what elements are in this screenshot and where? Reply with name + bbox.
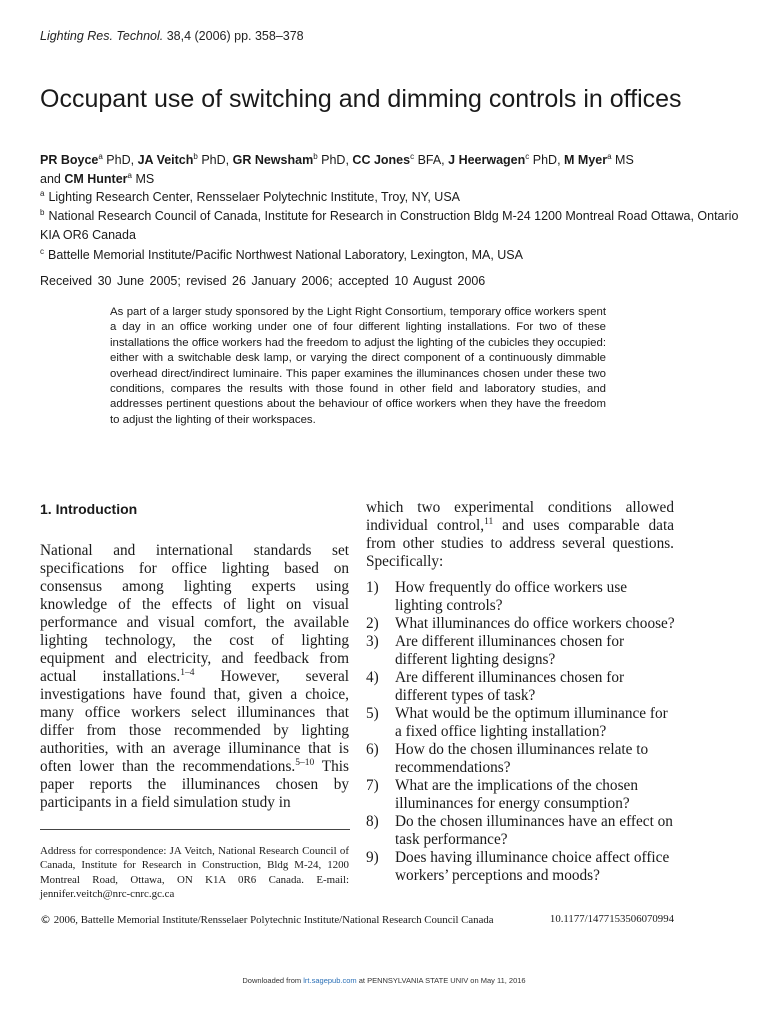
- author-affiliation-mark: a: [607, 151, 612, 161]
- question-text: How frequently do office workers use lighting controls?: [395, 579, 628, 614]
- affiliation-text: Lighting Research Center, Rensselaer Polytechnic Institute, Troy, NY, USA: [48, 190, 461, 204]
- correspondence-footnote: Address for correspondence: JA Veitch, National Research Council of Canada, Institute for Research in Construction, Bldg M-24, 1200 Montreal Road, Ottawa, ON K1A 0R6 Canada. E-mail: jennifer.veitch@nrc-cnrc.gc.ca: [40, 845, 349, 901]
- question-text: Do the chosen illuminances have an effect on task performance?: [395, 813, 673, 848]
- list-item: [366, 777, 676, 813]
- journal-reference: [40, 29, 304, 43]
- author-degree: BFA,: [417, 153, 445, 167]
- author-degree: MS: [135, 172, 155, 186]
- question-text: Are different illuminances chosen for different types of task?: [395, 669, 625, 704]
- received-dates: Received 30 June 2005; revised 26 January 2006; accepted 10 August 2006: [40, 274, 486, 288]
- author-name: GR Newsham: [232, 153, 314, 167]
- question-number: 1): [366, 579, 379, 596]
- question-number: 5): [366, 705, 379, 722]
- journal-citation: 38,4 (2006) pp. 358–378: [166, 29, 304, 43]
- question-number: 9): [366, 849, 379, 866]
- author-name: PR Boyce: [40, 153, 99, 167]
- author-degree: PhD,: [106, 153, 135, 167]
- author-list: [40, 151, 740, 189]
- author-affiliation-mark: c: [410, 151, 415, 161]
- question-number: 7): [366, 777, 379, 794]
- author-affiliation-mark: a: [98, 151, 103, 161]
- abstract: As part of a larger study sponsored by the Light Right Consortium, temporary office workers spent a day in an office working under one of four different lighting installations. For two of these installations the office workers had the freedom to adjust the lighting of the cubicles they occupied: either with a switchable desk lamp, or varying the direct component of a continuously dimmable overhead direct/indirect luminaire. This paper examines the illuminances chosen under these two conditions, compares the results with those found in other field and laboratory studies, and addresses pertinent questions about the behaviour of office workers when they have the freedom to adjust the lighting of their workspaces.: [110, 306, 606, 426]
- body-text: and uses comparable data from other studies to address several questions. Specifically:: [366, 517, 674, 570]
- question-number: 8): [366, 813, 379, 830]
- affiliation-b: [40, 207, 740, 245]
- footnote-divider: [40, 829, 350, 830]
- journal-name: Lighting Res. Technol.: [40, 29, 164, 43]
- affiliation-key: c: [40, 246, 44, 256]
- question-text: What are the implications of the chosen illuminances for energy consumption?: [395, 777, 638, 812]
- download-suffix: at PENNSYLVANIA STATE UNIV on May 11, 2016: [356, 976, 526, 985]
- citation-ref: 11: [484, 516, 494, 527]
- download-link[interactable]: lrt.sagepub.com: [303, 976, 357, 985]
- author-affiliation-mark: b: [193, 151, 198, 161]
- article-title: Occupant use of switching and dimming controls in offices: [40, 85, 682, 113]
- list-item: [366, 741, 676, 777]
- body-text: National and international standards set specifications for office lighting based on consensus among lighting experts using knowledge of the effects of light on visual performance and visual comfort, the available lighting technology, the cost of lighting equipment and electricity, and feedback from actual installations.: [40, 542, 349, 685]
- authors-and: and: [40, 172, 61, 186]
- intro-paragraph-right: [366, 499, 674, 571]
- download-prefix: Downloaded from: [242, 976, 304, 985]
- question-text: Are different illuminances chosen for different lighting designs?: [395, 633, 625, 668]
- affiliation-a: [40, 188, 740, 207]
- affiliation-c: [40, 246, 740, 265]
- author-name: M Myer: [564, 153, 608, 167]
- author-affiliation-mark: a: [127, 170, 132, 180]
- intro-paragraph-left: [40, 542, 349, 812]
- list-item: [366, 615, 676, 633]
- affiliation-list: [40, 188, 740, 265]
- body-text: However, several investigations have found that, given a choice, many office workers select illuminances that differ from those recommended by lighting authorities, with an average illuminance that is often lower than the recommendations.: [40, 668, 349, 775]
- list-item: [366, 669, 676, 705]
- body-text: This paper reports the illuminances chosen by participants in a field simulation study in: [40, 758, 349, 811]
- question-number: 6): [366, 741, 379, 758]
- author-degree: PhD,: [321, 153, 349, 167]
- affiliation-text: National Research Council of Canada, Institute for Research in Construction Bldg M-24 1200 Montreal Road Ottawa, Ontario KIA OR6 Canada: [40, 209, 739, 242]
- author-affiliation-mark: c: [525, 151, 530, 161]
- question-text: What illuminances do office workers choose?: [395, 615, 675, 632]
- list-item: [366, 633, 676, 669]
- author-degree: PhD,: [201, 153, 230, 167]
- research-questions-list: [366, 579, 676, 885]
- affiliation-text: Battelle Memorial Institute/Pacific Northwest National Laboratory, Lexington, MA, USA: [48, 248, 523, 262]
- question-number: 4): [366, 669, 379, 686]
- question-text: What would be the optimum illuminance for a fixed office lighting installation?: [395, 705, 668, 740]
- question-text: Does having illuminance choice affect office workers’ perceptions and moods?: [395, 849, 670, 884]
- question-text: How do the chosen illuminances relate to recommendations?: [395, 741, 649, 776]
- citation-ref: 5–10: [295, 757, 315, 768]
- author-degree: PhD,: [532, 153, 561, 167]
- author-name: JA Veitch: [137, 153, 194, 167]
- download-notice: [0, 976, 768, 985]
- author-name: J Heerwagen: [448, 153, 526, 167]
- list-item: [366, 813, 676, 849]
- question-number: 3): [366, 633, 379, 650]
- affiliation-key: b: [40, 207, 45, 217]
- author-name: CM Hunter: [64, 172, 128, 186]
- author-degree: MS: [615, 153, 634, 167]
- question-number: 2): [366, 615, 379, 632]
- copyright-text: 2006, Battelle Memorial Institute/Rensselaer Polytechnic Institute/National Research Council Canada: [53, 914, 494, 926]
- section-heading: 1. Introduction: [40, 501, 138, 517]
- author-name: CC Jones: [352, 153, 411, 167]
- doi: 10.1177/1477153506070994: [549, 913, 674, 925]
- author-affiliation-mark: b: [313, 151, 318, 161]
- list-item: [366, 579, 676, 615]
- citation-ref: 1–4: [180, 667, 195, 678]
- copyright-line: [40, 913, 680, 926]
- copyright-icon: ©: [40, 913, 51, 926]
- body-text: which two experimental conditions allowed individual control,: [366, 499, 674, 534]
- list-item: [366, 705, 676, 741]
- affiliation-key: a: [40, 188, 45, 198]
- list-item: [366, 849, 676, 885]
